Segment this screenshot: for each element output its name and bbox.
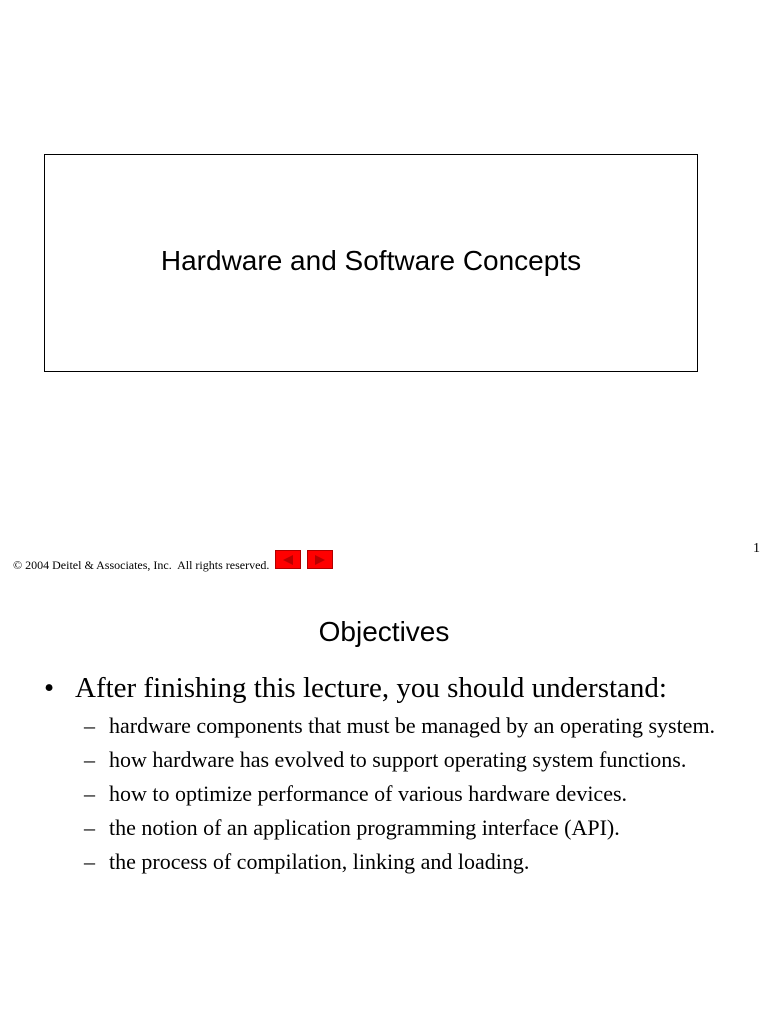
dash-marker: – (84, 781, 95, 806)
dash-marker: – (84, 849, 95, 874)
slide-footer (13, 550, 333, 572)
objectives-list (84, 712, 724, 882)
list-item-text: hardware components that must be managed by an operating system. (109, 713, 716, 738)
title-slide-box (44, 154, 698, 372)
objectives-heading: Objectives (318, 616, 450, 647)
list-item-text: the process of compilation, linking and loading. (109, 849, 530, 874)
dash-marker: – (84, 815, 95, 840)
list-item-text: how hardware has evolved to support operating system functions. (109, 747, 687, 772)
list-item (84, 712, 724, 740)
page-number: 1 (753, 541, 760, 556)
list-item (84, 746, 724, 774)
list-item-text: the notion of an application programming interface (API). (109, 815, 620, 840)
slide-title: Hardware and Software Concepts (160, 245, 582, 276)
list-item (84, 780, 724, 808)
next-slide-button[interactable] (307, 550, 333, 569)
right-triangle-icon (314, 555, 326, 565)
list-item (84, 814, 724, 842)
main-bullet (44, 670, 667, 706)
copyright-notice: © 2004 Deitel & Associates, Inc. All rights reserved. (13, 558, 270, 572)
previous-slide-button[interactable] (275, 550, 301, 569)
main-bullet-text: After finishing this lecture, you should understand: (75, 672, 667, 704)
dash-marker: – (84, 713, 95, 738)
list-item (84, 848, 724, 876)
left-triangle-icon (282, 555, 294, 565)
list-item-text: how to optimize performance of various hardware devices. (109, 781, 628, 806)
dash-marker: – (84, 747, 95, 772)
bullet-dot: • (44, 672, 55, 704)
